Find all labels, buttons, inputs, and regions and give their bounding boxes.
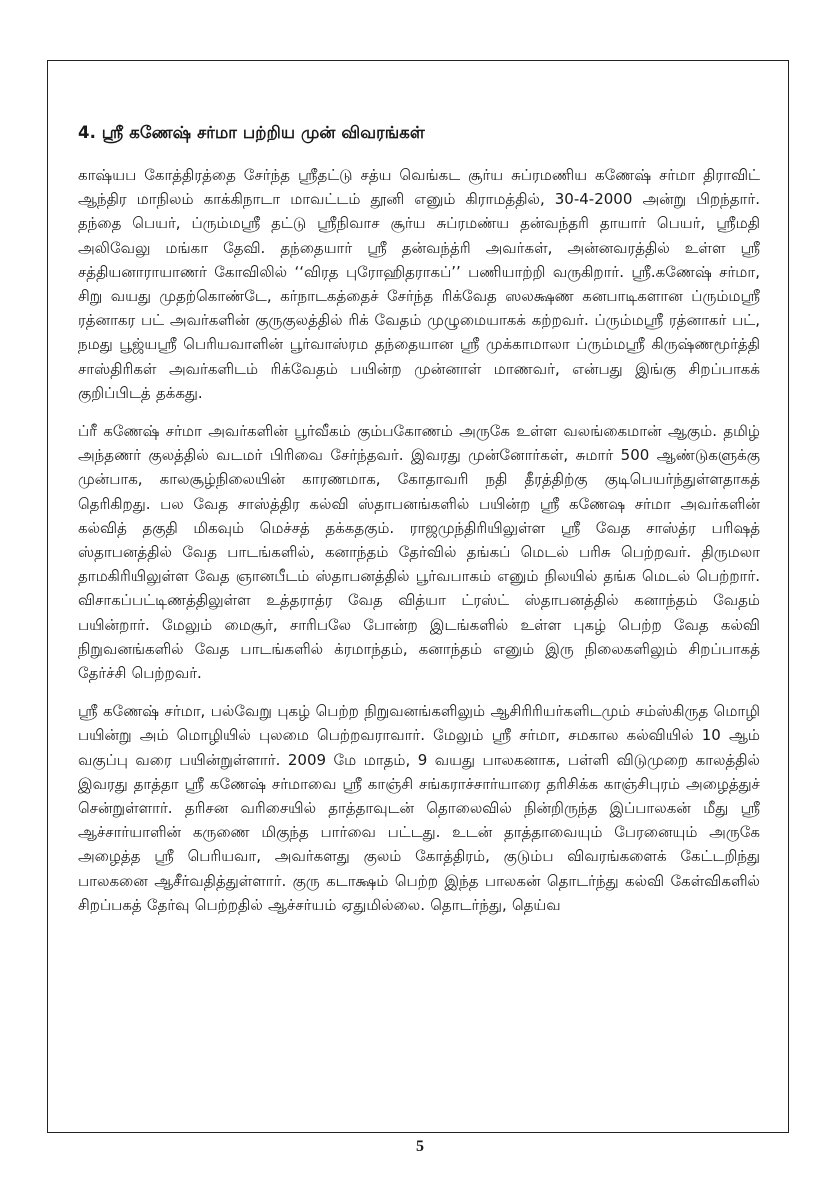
page-number: 5 [416,1138,424,1155]
paragraph-3: ஸ்ரீ கணேஷ் சர்மா, பல்வேறு புகழ் பெற்ற நிறுவனங்களிலும் ஆசிரிரியர்களிடமும் சம்ஸ்கிருத மொழி பயின்று அம் மொழியில் புலமை பெற்றவராவார். மேலும் ஸ்ரீ சர்மா, சமகால கல்வியில் 10 ஆம் வகுப்பு வரை பயின்றுள்ளார். 2009 மே மாதம், 9 வயது பாலகனாக, பள்ளி விடுமுறை காலத்தில் இவரது தாத்தா ஸ்ரீ கணேஷ் சர்மாவை ஸ்ரீ காஞ்சி சங்கராச்சார்யாரை தரிசிக்க காஞ்சிபுரம் அழைத்துச் சென்றுள்ளார். தரிசன வரிசையில் தாத்தாவுடன் தொலைவில் நின்றிருந்த இப்பாலகன் மீது ஸ்ரீ ஆச்சார்யாளின் கருணை மிகுந்த பார்வை பட்டது. உடன் தாத்தாவையும் பேரனையும் அருகே அழைத்த ஸ்ரீ பெரியவா, அவர்களது குலம் கோத்திரம், குடும்ப விவரங்களைக் கேட்டறிந்து பாலகனை ஆசீர்வதித்துள்ளார். குரு கடாக்ஷம் பெற்ற இந்த பாலகன் தொடர்ந்து கல்வி கேள்விகளில் சிறப்பகத் தேர்வு பெற்றதில் ஆச்சர்யம் ஏதுமில்லை. தொடர்ந்து, தெய்வ [78,702,760,914]
paragraph-2: ப்ரீ கணேஷ் சர்மா அவர்களின் பூர்வீகம் கும்பகோணம் அருகே உள்ள வலங்கைமான் ஆகும். தமிழ் அந்தணர் குலத்தில் வடமர் பிரிவை சேர்ந்தவர். இவரது முன்னோர்கள், சுமார் 500 ஆண்டுகளுக்கு முன்பாக, காலசூழ்நிலையின் காரணமாக, கோதாவரி நதி தீரத்திற்கு குடிபெயர்ந்துள்ளதாகத் தெரிகிறது. பல வேத சாஸ்த்திர கல்வி ஸ்தாபனங்களில் பயின்ற ஸ்ரீ கணேஷ சர்மா அவர்களின் கல்வித் தகுதி மிகவும் மெச்சத் தக்கதகும். ராஜமுந்திரியிலுள்ள ஸ்ரீ வேத சாஸ்த்ர பரிஷத் ஸ்தாபனத்தில் வேத பாடங்களில், கனாந்தம் தேர்வில் தங்கப் மெடல் பரிசு பெற்றவர். திருமலா தாமகிரியிலுள்ள வேத ஞானபீடம் ஸ்தாபனத்தில் பூர்வபாகம் எனும் நிலயில் தங்க மெடல் பெற்றார். விசாகப்பட்டிணத்திலுள்ள உத்தராத்ர வேத வித்யா ட்ரஸ்ட் ஸ்தாபனத்தில் கனாந்தம் வேதம் பயின்றார். மேலும் மைசூர், சாரிபலே போன்ற இடங்களில் உள்ள புகழ் பெற்ற வேத கல்வி நிறுவனங்களில் வேத பாடங்களில் க்ரமாந்தம், கனாந்தம் எனும் இரு நிலைகளிலும் சிறப்பாகத் தேர்ச்சி பெற்றவர். [78,422,760,683]
section-heading: 4. ஸ்ரீ கணேஷ் சர்மா பற்றிய முன் விவரங்கள் [78,123,425,142]
page-border [47,60,789,1133]
paragraph-1: காஷ்யப கோத்திரத்தை சேர்ந்த ஸ்ரீதட்டு சத்ய வெங்கட சூர்ய சுப்ரமணிய கணேஷ் சர்மா திராவிட் ஆந்திர மாநிலம் காக்கிநாடா மாவட்டம் தூனி எனும் கிராமத்தில், 30-4-2000 அன்று பிறந்தார். தந்தை பெயர், ப்ரும்மஸ்ரீ தட்டு ஸ்ரீநிவாச சூர்ய சுப்ரமண்ய தன்வந்தரி தாயார் பெயர், ஸ்ரீமதி அலிவேலு மங்கா தேவி. தந்தையார் ஸ்ரீ தன்வந்த்ரி அவர்கள், அன்னவரத்தில் உள்ள ஸ்ரீ சத்தியனாராயாணர் கோவிலில் ‘‘விரத புரோஹிதராகப்’’ பணியாற்றி வருகிறார். ஸ்ரீ.கணேஷ் சர்மா, சிறு வயது முதற்கொண்டே, கர்நாடகத்தைச் சேர்ந்த ரிக்வேத ஸலக்ஷண கனபாடிகளான ப்ரும்மஸ்ரீ ரத்னாகர பட் அவர்களின் குருகுலத்தில் ரிக் வேதம் முழுமையாகக் கற்றவர். ப்ரும்மஸ்ரீ ரத்னாகர் பட், நமது பூஜ்யஸ்ரீ பெரியவாளின் பூர்வாஸ்ரம தந்தையான ஸ்ரீ முக்காமாலா ப்ரும்மஸ்ரீ கிருஷ்ணமூர்த்தி சாஸ்திரிகள் அவர்களிடம் ரிக்வேதம் பயின்ற முன்னாள் மாணவர், என்பது இங்கு சிறப்பாகக் குறிப்பிடத் தக்கது. [78,166,760,402]
